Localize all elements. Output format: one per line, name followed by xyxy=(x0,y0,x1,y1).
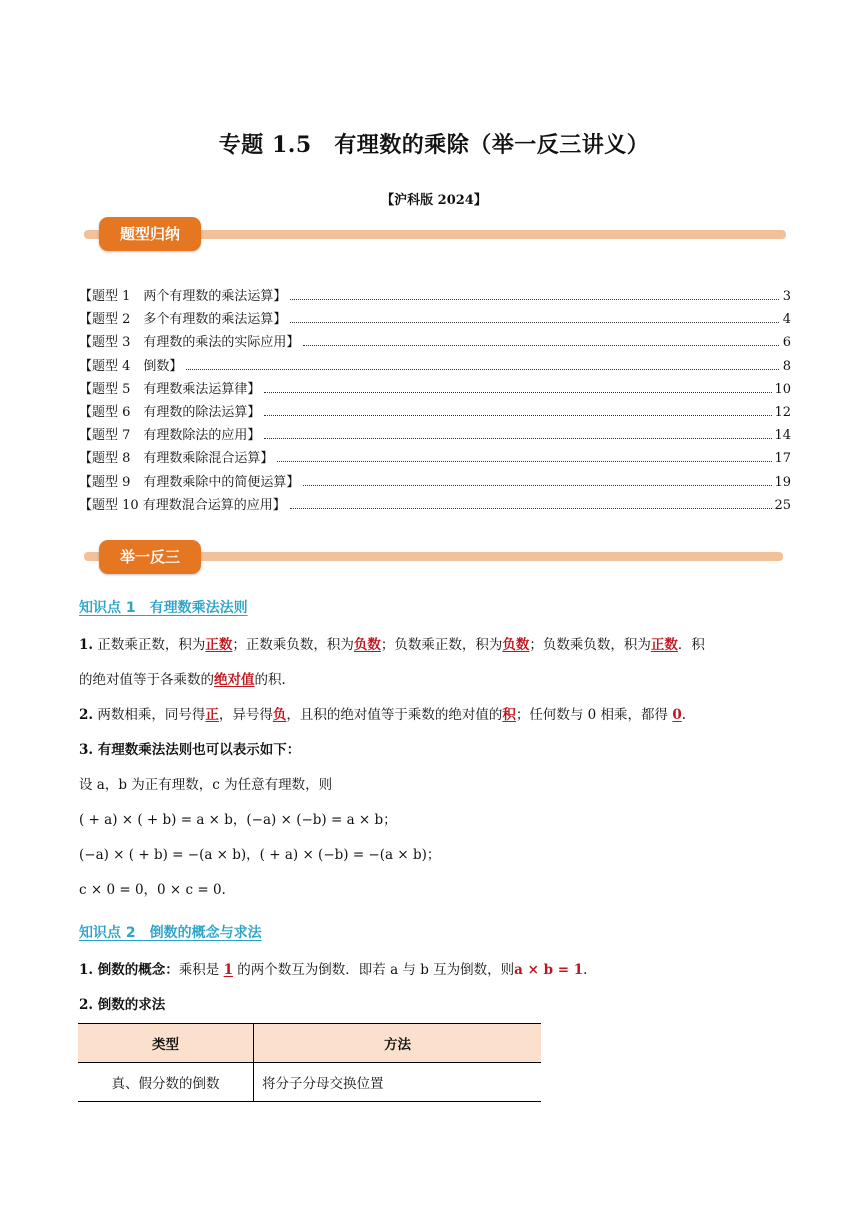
formula-2: (−a) × ( + b) = −(a × b)，( + a) × (−b) = −(a × b)； xyxy=(79,847,441,863)
keyword: 正数 xyxy=(650,637,678,653)
column-header: 方法 xyxy=(254,1024,542,1063)
item-number: 1. xyxy=(79,962,94,978)
toc-leader-dots xyxy=(303,345,779,346)
toc-entry[interactable] xyxy=(79,378,791,401)
edition-label: 【沪科版 2024】 xyxy=(381,193,487,208)
table-cell: 真、假分数的倒数 xyxy=(78,1063,254,1102)
toc-entry-label: 【题型 8 有理数乘除混合运算】 xyxy=(79,451,274,467)
text: 的绝对值等于各乘数的 xyxy=(79,672,214,688)
table-of-contents xyxy=(79,285,791,517)
toc-entry-label: 【题型 10 有理数混合运算的应用】 xyxy=(79,497,286,513)
toc-entry[interactable] xyxy=(79,355,791,378)
kp1-rule-1 xyxy=(79,628,791,698)
toc-leader-dots xyxy=(264,392,772,393)
text: ；负数乘正数，积为 xyxy=(380,637,503,653)
knowledge-point-2-heading: 知识点 2 倒数的概念与求法 xyxy=(79,925,262,941)
toc-entry-page: 8 xyxy=(782,358,791,374)
toc-leader-dots xyxy=(264,415,772,416)
text: ，异号得 xyxy=(218,707,273,723)
formula-1: ( + a) × ( + b) = a × b，(−a) × (−b) = a × b； xyxy=(79,812,397,828)
table-row xyxy=(78,1063,541,1102)
knowledge-point-1-heading: 知识点 1 有理数乘法法则 xyxy=(79,600,248,616)
toc-entry[interactable] xyxy=(79,494,791,517)
toc-entry-page: 25 xyxy=(774,497,791,513)
toc-entry[interactable] xyxy=(79,331,791,354)
text: 的积. xyxy=(254,672,286,688)
toc-leader-dots xyxy=(290,508,773,509)
label: 倒数的概念： xyxy=(93,962,179,978)
toc-entry-page: 17 xyxy=(774,451,791,467)
kp1-rule-3: 3. 有理数乘法法则也可以表示如下： xyxy=(79,742,301,758)
text: ．积 xyxy=(677,637,705,653)
text: 两数相乘，同号得 xyxy=(93,707,206,723)
toc-entry-page: 12 xyxy=(774,404,791,420)
section-badge-practice: 举一反三 xyxy=(99,540,201,574)
toc-entry-page: 10 xyxy=(774,381,791,397)
toc-leader-dots xyxy=(290,299,779,300)
toc-entry-label: 【题型 4 倒数】 xyxy=(79,358,183,374)
keyword: 积 xyxy=(502,707,516,723)
kp2-definition xyxy=(79,953,791,988)
toc-entry[interactable] xyxy=(79,308,791,331)
keyword: 负数 xyxy=(502,637,530,653)
text: 正数乘正数，积为 xyxy=(93,637,206,653)
item-number: 2. xyxy=(79,707,94,723)
item-number: 1. xyxy=(79,637,94,653)
keyword: 正数 xyxy=(205,637,233,653)
toc-leader-dots xyxy=(303,485,772,486)
toc-entry-label: 【题型 6 有理数的除法运算】 xyxy=(79,404,261,420)
toc-entry-label: 【题型 1 两个有理数的乘法运算】 xyxy=(79,289,287,304)
keyword: 正 xyxy=(205,707,219,723)
page-title: 专题 1.5 有理数的乘除（举一反三讲义） xyxy=(218,132,650,158)
toc-entry[interactable] xyxy=(79,424,791,447)
toc-entry-page: 14 xyxy=(774,428,791,444)
toc-entry-label: 【题型 7 有理数除法的应用】 xyxy=(79,428,261,444)
formula-3: c × 0 = 0，0 × c = 0. xyxy=(79,882,226,898)
toc-entry-label: 【题型 3 有理数的乘法的实际应用】 xyxy=(79,335,300,351)
toc-entry-label: 【题型 5 有理数乘法运算律】 xyxy=(79,381,261,397)
toc-entry-label: 【题型 2 多个有理数的乘法运算】 xyxy=(79,312,287,328)
toc-entry-label: 【题型 9 有理数乘除中的简便运算】 xyxy=(79,474,300,490)
text: ，且积的绝对值等于乘数的绝对值的 xyxy=(286,707,503,723)
toc-leader-dots xyxy=(277,461,772,462)
keyword-formula: a × b = 1 xyxy=(514,962,584,978)
toc-entry-page: 6 xyxy=(782,335,791,351)
toc-entry-page: 4 xyxy=(782,312,791,328)
toc-entry-page: 19 xyxy=(774,474,791,490)
text: ；负数乘负数，积为 xyxy=(529,637,651,653)
kp1-rule-2 xyxy=(79,698,791,733)
text: ；正数乘负数，积为 xyxy=(232,637,354,653)
kp2-method-heading: 2. 倒数的求法 xyxy=(79,997,166,1013)
kp1-setup: 设 a，b 为正有理数，c 为任意有理数，则 xyxy=(79,777,333,793)
text: . xyxy=(583,962,588,978)
keyword: 绝对值 xyxy=(214,672,255,688)
section-badge-question-types: 题型归纳 xyxy=(99,217,201,251)
toc-entry[interactable] xyxy=(79,401,791,424)
reciprocal-method-table xyxy=(78,1023,541,1102)
table-header-row xyxy=(78,1024,541,1063)
text: . xyxy=(681,707,687,723)
keyword: 负数 xyxy=(353,637,381,653)
toc-entry[interactable] xyxy=(79,471,791,494)
keyword: 0 xyxy=(672,707,682,723)
toc-leader-dots xyxy=(290,322,779,323)
toc-entry[interactable] xyxy=(79,285,791,308)
column-header: 类型 xyxy=(78,1024,254,1063)
keyword: 负 xyxy=(272,707,287,723)
keyword: 1 xyxy=(223,962,233,978)
toc-entry-page: 3 xyxy=(782,289,791,304)
toc-entry[interactable] xyxy=(79,447,791,470)
toc-leader-dots xyxy=(186,369,779,370)
text: 乘积是 xyxy=(178,962,224,978)
toc-leader-dots xyxy=(264,438,772,439)
table-cell: 将分子分母交换位置 xyxy=(254,1063,542,1102)
text: 的两个数互为倒数．即若 a 与 b 互为倒数，则 xyxy=(233,962,515,978)
text: ；任何数与 0 相乘，都得 xyxy=(515,707,673,723)
